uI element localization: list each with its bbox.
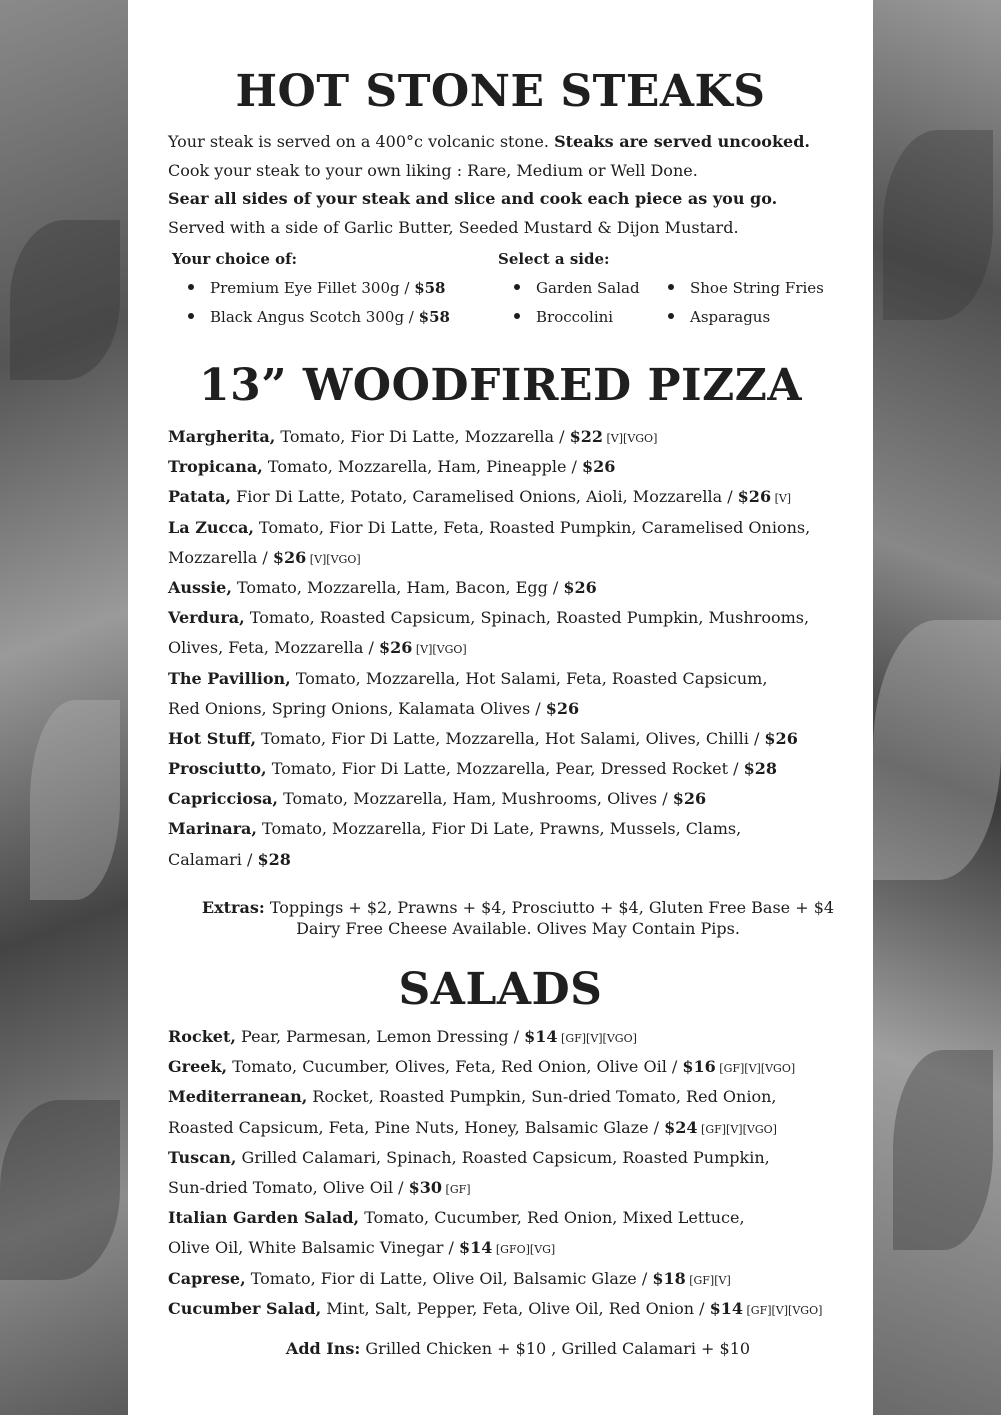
item-description: Tomato, Fior Di Latte, Mozzarella / xyxy=(275,427,570,446)
item-name: Italian Garden Salad, xyxy=(168,1208,360,1228)
item-description: Tomato, Mozzarella, Ham, Bacon, Egg / xyxy=(231,577,564,597)
item-description: Tomato, Fior Di Latte, Mozzarella, Pear, Dressed Rocket / xyxy=(266,759,744,779)
item-description: Tomato, Fior Di Latte, Feta, Roasted Pumpkin, Caramelised Onions, xyxy=(253,517,811,537)
bullet-icon xyxy=(188,284,194,290)
item-description: Tomato, Mozzarella, Ham, Mushrooms, Olives / xyxy=(277,789,673,809)
choice-price: $58 xyxy=(418,308,450,326)
item-price: $18 xyxy=(652,1268,686,1288)
bullet-icon xyxy=(188,313,194,319)
item-name: La Zucca, xyxy=(168,517,254,537)
item-description: Tomato, Roasted Capsicum, Spinach, Roasted Pumpkin, Mushrooms, xyxy=(244,608,810,628)
menu-line xyxy=(168,633,868,663)
item-name: Marinara, xyxy=(168,819,257,839)
item-price: $22 xyxy=(569,427,603,446)
item-description: Mozzarella / xyxy=(168,547,273,567)
leaf-shape xyxy=(883,130,993,320)
item-name: Patata, xyxy=(168,487,232,507)
item-dietary-tags: [GF][V][VGO] xyxy=(743,1303,823,1317)
side-title: Select a side: xyxy=(498,250,610,268)
steaks-intro-line: Cook your steak to your own liking : Rare, Medium or Well Done. xyxy=(168,160,698,180)
side-name: Broccolini xyxy=(536,308,614,326)
item-price: $30 xyxy=(408,1177,443,1197)
item-price: $26 xyxy=(737,487,772,507)
steak-choice-column xyxy=(172,250,450,332)
choice-name: Premium Eye Fillet 300g / xyxy=(210,279,415,297)
menu-line xyxy=(168,482,868,512)
background-foliage-left xyxy=(0,0,128,1415)
item-description: Tomato, Cucumber, Red Onion, Mixed Lettuce, xyxy=(359,1208,745,1228)
item-description: Olive Oil, White Balsamic Vinegar / xyxy=(168,1238,459,1258)
steaks-intro-line xyxy=(168,128,858,157)
item-dietary-tags: [GF] xyxy=(442,1182,471,1196)
item-price: $26 xyxy=(582,457,616,477)
item-name: Caprese, xyxy=(168,1268,246,1288)
item-description: Red Onions, Spring Onions, Kalamata Olives / xyxy=(168,698,546,718)
bullet-icon xyxy=(668,313,674,319)
item-description: Calamari / xyxy=(168,849,258,869)
menu-line xyxy=(168,1173,868,1203)
side-name: Garden Salad xyxy=(536,279,640,297)
side-name: Asparagus xyxy=(690,308,771,326)
side-item xyxy=(514,303,613,332)
item-dietary-tags: [V] xyxy=(771,492,792,506)
side-column xyxy=(498,250,858,326)
menu-line xyxy=(168,1203,868,1233)
item-description: Tomato, Cucumber, Olives, Feta, Red Onion, Olive Oil / xyxy=(227,1057,683,1077)
menu-line xyxy=(168,422,868,452)
pizza-extras xyxy=(168,897,868,939)
item-price: $26 xyxy=(272,547,307,567)
item-price: $14 xyxy=(458,1238,493,1258)
pizza-heading: 13” WOODFIRED PIZZA xyxy=(198,360,803,411)
item-description: Mint, Salt, Pepper, Feta, Olive Oil, Red Onion / xyxy=(321,1298,710,1318)
menu-line xyxy=(168,694,868,724)
item-dietary-tags: [V][VGO] xyxy=(306,552,361,566)
item-price: $16 xyxy=(682,1057,716,1077)
item-price: $26 xyxy=(563,577,597,597)
item-name: Capricciosa, xyxy=(168,789,278,809)
extras-line xyxy=(168,897,868,918)
pizza-list xyxy=(168,422,868,875)
steak-choice-item xyxy=(172,274,450,303)
menu-line xyxy=(168,573,868,603)
item-price: $26 xyxy=(764,728,798,748)
intro-bold-text: Sear all sides of your steak and slice and cook each piece as you go. xyxy=(168,189,778,208)
extras-line: Dairy Free Cheese Available. Olives May Contain Pips. xyxy=(296,919,740,938)
background-foliage-right xyxy=(873,0,1001,1415)
item-description: Tomato, Mozzarella, Ham, Pineapple / xyxy=(262,457,583,477)
item-description: Rocket, Roasted Pumpkin, Sun-dried Tomato, Red Onion, xyxy=(307,1087,777,1107)
item-dietary-tags: [GF][V][VGO] xyxy=(697,1122,777,1136)
extras-label: Extras: xyxy=(201,898,265,917)
menu-line xyxy=(168,452,868,482)
menu-line xyxy=(168,1113,868,1143)
menu-line xyxy=(168,543,868,573)
leaf-shape xyxy=(30,700,120,900)
item-name: Hot Stuff, xyxy=(168,728,257,748)
item-name: Prosciutto, xyxy=(168,759,267,779)
steaks-intro-line: Served with a side of Garlic Butter, Seeded Mustard & Dijon Mustard. xyxy=(168,217,739,237)
item-description: Pear, Parmesan, Lemon Dressing / xyxy=(235,1027,525,1046)
item-name: Tropicana, xyxy=(168,457,263,477)
item-name: Margherita, xyxy=(168,427,276,446)
menu-line xyxy=(168,1294,868,1324)
menu-line xyxy=(168,513,868,543)
addins-label: Add Ins: xyxy=(285,1339,361,1358)
item-price: $26 xyxy=(672,789,707,809)
side-item xyxy=(668,274,824,303)
addins-text: Grilled Chicken + $10 , Grilled Calamari + $10 xyxy=(360,1339,751,1358)
item-description: Tomato, Mozzarella, Hot Salami, Feta, Roasted Capsicum, xyxy=(290,668,768,688)
item-description: Tomato, Fior di Latte, Olive Oil, Balsamic Glaze / xyxy=(245,1268,653,1288)
item-price: $14 xyxy=(524,1027,558,1046)
menu-line xyxy=(168,814,868,844)
item-description: Tomato, Fior Di Latte, Mozzarella, Hot Salami, Olives, Chilli / xyxy=(256,728,765,748)
menu-line xyxy=(168,1143,868,1173)
item-name: Verdura, xyxy=(168,608,245,628)
item-description: Roasted Capsicum, Feta, Pine Nuts, Honey, Balsamic Glaze / xyxy=(168,1117,665,1137)
item-description: Olives, Feta, Mozzarella / xyxy=(168,638,379,658)
menu-line xyxy=(168,1022,868,1052)
menu-line xyxy=(168,1233,868,1263)
side-item xyxy=(668,303,770,332)
item-price: $26 xyxy=(378,638,413,658)
steaks-intro-line xyxy=(168,185,858,214)
item-dietary-tags: [GF][V][VGO] xyxy=(715,1062,796,1076)
item-name: Rocket, xyxy=(168,1027,236,1046)
leaf-shape xyxy=(893,1050,993,1250)
menu-line xyxy=(168,1082,868,1112)
item-name: The Pavillion, xyxy=(168,668,291,688)
menu-line xyxy=(168,784,868,814)
intro-bold-text: Steaks are served uncooked. xyxy=(554,132,810,151)
menu-line xyxy=(168,845,868,875)
item-name: Greek, xyxy=(168,1057,228,1077)
choice-price: $58 xyxy=(414,279,446,297)
side-item xyxy=(514,274,640,303)
bullet-icon xyxy=(514,284,520,290)
menu-line xyxy=(168,1264,868,1294)
item-description: Tomato, Mozzarella, Fior Di Late, Prawns, Mussels, Clams, xyxy=(256,819,742,839)
side-name: Shoe String Fries xyxy=(690,279,824,297)
salad-addins xyxy=(168,1338,868,1359)
item-dietary-tags: [V][VGO] xyxy=(603,432,658,445)
bullet-icon xyxy=(514,313,520,319)
item-name: Cucumber Salad, xyxy=(168,1298,322,1318)
bullet-icon xyxy=(668,284,674,290)
leaf-shape xyxy=(873,620,1001,880)
salad-list xyxy=(168,1022,868,1324)
steaks-heading: HOT STONE STEAKS xyxy=(235,66,766,117)
menu-line xyxy=(168,603,868,633)
item-price: $28 xyxy=(743,759,777,779)
choice-title: Your choice of: xyxy=(172,250,298,268)
item-dietary-tags: [GF][V] xyxy=(685,1273,731,1287)
intro-text: Your steak is served on a 400°c volcanic stone. xyxy=(168,132,555,151)
menu-page xyxy=(128,0,873,1415)
leaf-shape xyxy=(10,220,120,380)
salads-heading: SALADS xyxy=(398,964,603,1015)
item-price: $26 xyxy=(545,698,580,718)
item-name: Mediterranean, xyxy=(168,1087,308,1107)
item-description: Sun-dried Tomato, Olive Oil / xyxy=(168,1177,409,1197)
item-description: Grilled Calamari, Spinach, Roasted Capsicum, Roasted Pumpkin, xyxy=(236,1147,770,1167)
item-description: Fior Di Latte, Potato, Caramelised Onions, Aioli, Mozzarella / xyxy=(231,487,738,507)
item-price: $24 xyxy=(664,1117,698,1137)
menu-line xyxy=(168,1052,868,1082)
item-name: Aussie, xyxy=(168,577,232,597)
steak-choice-item xyxy=(172,303,450,332)
leaf-shape xyxy=(0,1100,120,1280)
menu-line xyxy=(168,664,868,694)
steaks-intro xyxy=(168,128,858,242)
item-dietary-tags: [GF][V][VGO] xyxy=(557,1032,637,1045)
menu-line xyxy=(168,754,868,784)
item-dietary-tags: [GFO][VG] xyxy=(492,1243,556,1257)
extras-text: Toppings + $2, Prawns + $4, Prosciutto + $4, Gluten Free Base + $4 xyxy=(264,898,835,917)
item-price: $14 xyxy=(709,1298,744,1318)
item-dietary-tags: [V][VGO] xyxy=(412,643,467,657)
menu-line xyxy=(168,724,868,754)
item-price: $28 xyxy=(257,849,291,869)
choice-name: Black Angus Scotch 300g / xyxy=(210,308,419,326)
item-name: Tuscan, xyxy=(168,1147,237,1167)
